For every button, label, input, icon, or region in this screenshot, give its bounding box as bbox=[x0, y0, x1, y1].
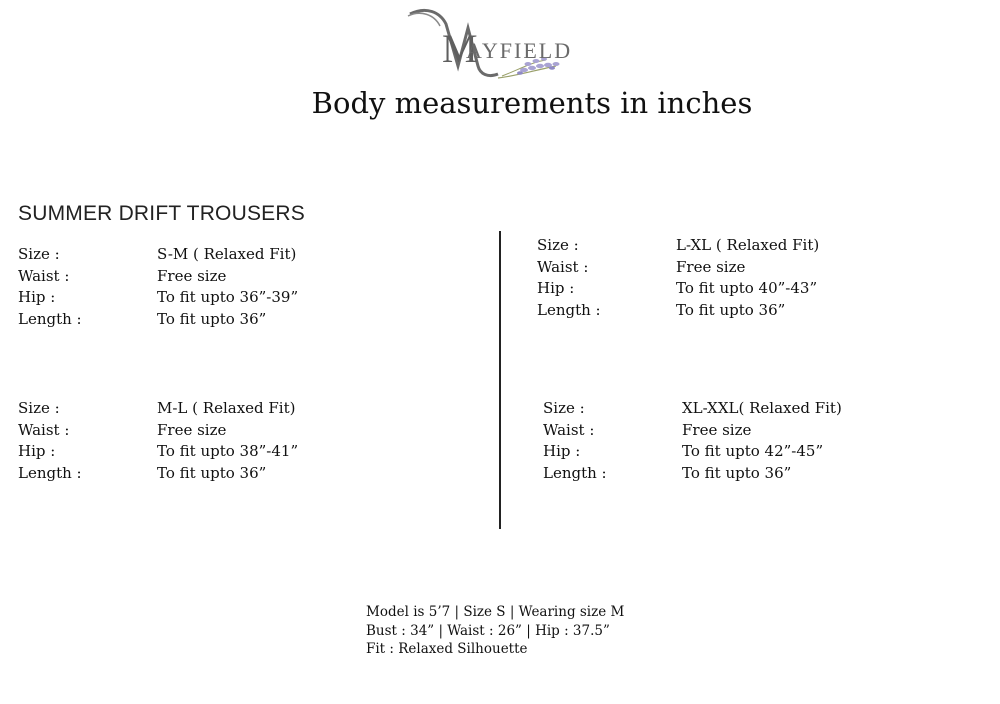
hip-value: To fit upto 38”-41” bbox=[157, 442, 299, 461]
waist-label: Waist : bbox=[18, 420, 70, 439]
length-label: Length : bbox=[537, 301, 601, 320]
hip-row bbox=[543, 441, 842, 463]
hip-label: Hip : bbox=[537, 279, 575, 298]
waist-row bbox=[537, 257, 819, 279]
hip-row bbox=[537, 278, 819, 300]
length-row bbox=[18, 463, 298, 485]
size-block-m-l bbox=[18, 398, 298, 485]
hip-value: To fit upto 42”-45” bbox=[682, 442, 824, 461]
vertical-divider bbox=[499, 231, 501, 529]
hip-row bbox=[18, 441, 298, 463]
length-label: Length : bbox=[543, 464, 607, 483]
size-row bbox=[18, 398, 298, 420]
hip-label: Hip : bbox=[18, 288, 56, 307]
size-value: XL-XXL( Relaxed Fit) bbox=[682, 399, 842, 417]
size-block-s-m bbox=[18, 244, 298, 331]
hip-value: To fit upto 36”-39” bbox=[157, 288, 299, 307]
waist-label: Waist : bbox=[537, 257, 589, 276]
length-row bbox=[18, 309, 298, 331]
product-name: SUMMER DRIFT TROUSERS bbox=[18, 202, 305, 225]
waist-label: Waist : bbox=[18, 266, 70, 285]
hip-label: Hip : bbox=[18, 442, 56, 461]
size-label: Size : bbox=[18, 399, 60, 417]
size-label: Size : bbox=[543, 399, 585, 417]
logo-wordmark: AYFIELD bbox=[466, 38, 573, 63]
size-label: Size : bbox=[537, 236, 579, 254]
length-value: To fit upto 36” bbox=[676, 301, 786, 320]
waist-row bbox=[543, 420, 842, 442]
hip-value: To fit upto 40”-43” bbox=[676, 279, 818, 298]
size-block-xl-xxl bbox=[543, 398, 842, 485]
size-row bbox=[543, 398, 842, 420]
model-info bbox=[366, 603, 624, 659]
hip-row bbox=[18, 287, 298, 309]
length-row bbox=[537, 300, 819, 322]
length-value: To fit upto 36” bbox=[157, 310, 267, 329]
size-value: M-L ( Relaxed Fit) bbox=[157, 399, 296, 417]
length-label: Length : bbox=[18, 464, 82, 483]
length-row bbox=[543, 463, 842, 485]
model-info-line: Fit : Relaxed Silhouette bbox=[366, 641, 528, 658]
size-row bbox=[537, 235, 819, 257]
brand-logo bbox=[406, 4, 596, 86]
size-block-l-xl bbox=[537, 235, 819, 322]
page-title: Body measurements in inches bbox=[311, 86, 753, 120]
model-info-line: Bust : 34” | Waist : 26” | Hip : 37.5” bbox=[366, 622, 610, 639]
size-label: Size : bbox=[18, 245, 60, 263]
waist-value: Free size bbox=[682, 420, 752, 439]
size-row bbox=[18, 244, 298, 266]
length-value: To fit upto 36” bbox=[682, 464, 792, 483]
length-label: Length : bbox=[18, 310, 82, 329]
waist-value: Free size bbox=[676, 257, 746, 276]
waist-row bbox=[18, 420, 298, 442]
waist-row bbox=[18, 266, 298, 288]
length-value: To fit upto 36” bbox=[157, 464, 267, 483]
hip-label: Hip : bbox=[543, 442, 581, 461]
waist-value: Free size bbox=[157, 266, 227, 285]
model-info-line: Model is 5’7 | Size S | Wearing size M bbox=[366, 604, 625, 620]
waist-label: Waist : bbox=[543, 420, 595, 439]
logo-letter: M bbox=[442, 26, 478, 71]
size-value: L-XL ( Relaxed Fit) bbox=[676, 236, 820, 254]
waist-value: Free size bbox=[157, 420, 227, 439]
size-value: S-M ( Relaxed Fit) bbox=[157, 245, 297, 263]
